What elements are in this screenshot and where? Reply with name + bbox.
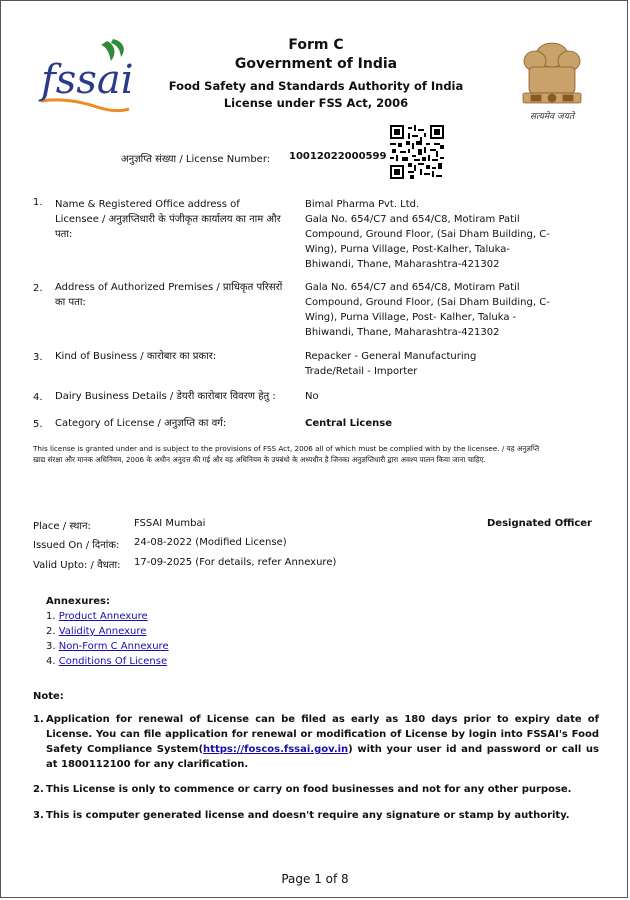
item-value-dairy: No	[305, 391, 319, 402]
place-label: Place / स्थान:	[33, 521, 91, 532]
item-label-business: Kind of Business / कारोबार का प्रकार:	[55, 351, 217, 362]
item-value-category: Central License	[305, 418, 392, 429]
validity-annexure-link[interactable]: Validity Annexure	[58, 626, 147, 637]
form-title: Form C	[288, 37, 344, 53]
annexure-number: 3.	[46, 641, 56, 652]
note-title: Note:	[33, 691, 64, 702]
national-emblem-icon	[509, 35, 595, 123]
annexures-title: Annexures:	[46, 596, 110, 607]
item-number: 1.	[33, 197, 43, 208]
annexure-number: 2.	[46, 626, 56, 637]
valid-value: 17-09-2025 (For details, refer Annexure)	[134, 557, 337, 568]
annexure-item	[46, 626, 146, 637]
item-label-premises: Address of Authorized Premises / प्राधिकृत परिसरों का पता:	[55, 282, 283, 308]
note-text	[46, 712, 599, 772]
annexure-number: 1.	[46, 611, 56, 622]
fssai-logo-text: fssai	[41, 57, 133, 103]
license-disclaimer: This license is granted under and is subject to the provisions of FSS Act, 2006 all of which must be complied with by the licensee. / यह अनुज्ञप्ति खाद्य संरक्षा और मानक अधिनियम, 2006 के अधीन अनुदत्त की गई और यह अधिनियम के उपबंधो के अध्यधीन है जिनका अनुज्ञप्तिधारी द्वारा अवश्य पालन किया जाना चाहिए.	[33, 444, 540, 464]
license-number-label: अनुज्ञप्ति संख्या / License Number:	[121, 154, 271, 165]
item-number: 5.	[33, 419, 43, 430]
item-label-dairy: Dairy Business Details / डेयरी कारोबार विवरण हेतु :	[55, 391, 276, 402]
item-value-licensee: Bimal Pharma Pvt. Ltd. Gala No. 654/C7 and 654/C8, Motiram Patil Compound, Ground Floor, (Sai Dham Building, C-Wing), Purna Village, Post-Kalher, Taluka-Bhiwandi, Thane, Maharashtra-421302	[305, 199, 550, 270]
annexure-item	[46, 656, 167, 667]
item-label-licensee: Name & Registered Office address of Licensee / अनुज्ञप्तिधारी के पंजीकृत कार्यालय का नाम और पता:	[55, 199, 281, 240]
government-title: Government of India	[234, 56, 398, 72]
item-value-business: Repacker - General Manufacturing Trade/Retail - Importer	[305, 351, 477, 377]
note-item-1	[33, 712, 599, 772]
note-number: 1.	[33, 714, 44, 725]
emblem-caption: सत्यमेव जयते	[529, 112, 575, 122]
item-number: 2.	[33, 283, 43, 294]
item-value-premises: Gala No. 654/C7 and 654/C8, Motiram Patil Compound, Ground Floor, (Sai Dham Building, C-Wing), Purna Village, Post- Kalher, Taluka - Bhiwandi, Thane, Maharashtra-421302	[305, 282, 550, 338]
item-number: 3.	[33, 352, 43, 363]
item-label-category: Category of License / अनुज्ञप्ति का वर्ग:	[55, 418, 227, 429]
note-number: 3.	[33, 810, 44, 821]
page-indicator: Page 1 of 8	[281, 872, 349, 886]
note-number: 2.	[33, 784, 44, 795]
annexure-item	[46, 611, 148, 622]
valid-label: Valid Upto: / वैधता:	[33, 560, 121, 571]
note-item-2	[33, 782, 599, 797]
note-text-part: Application for renewal of License can be filed as early as 180 days prior to expiry date of License. You can file application for renewal or modification of License by login into FSSAI's Food Safety Compliance System(	[46, 714, 599, 755]
product-annexure-link[interactable]: Product Annexure	[58, 611, 148, 622]
fssai-logo	[37, 35, 133, 123]
non-form-c-annexure-link[interactable]: Non-Form C Annexure	[58, 641, 169, 652]
designated-officer: Designated Officer	[487, 518, 592, 529]
issued-label: Issued On / दिनांक:	[33, 540, 120, 551]
qr-code-icon	[390, 125, 444, 179]
item-number: 4.	[33, 392, 43, 403]
note-text: This License is only to commence or carry on food businesses and not for any other purpose.	[46, 784, 572, 795]
note-text: This is computer generated license and doesn't require any signature or stamp by authority.	[46, 810, 570, 821]
annexure-number: 4.	[46, 656, 56, 667]
issued-value: 24-08-2022 (Modified License)	[134, 537, 287, 548]
license-number-value: 10012022000599	[289, 151, 387, 162]
place-value: FSSAI Mumbai	[134, 518, 206, 529]
act-title: License under FSS Act, 2006	[223, 96, 409, 110]
note-item-3	[33, 808, 599, 823]
note-text-part: ) with your user id and password or call us at 1800112100 for any clarification.	[46, 744, 600, 770]
foscos-link[interactable]: https://foscos.fssai.gov.in	[203, 744, 349, 755]
annexure-item	[46, 641, 169, 652]
authority-title: Food Safety and Standards Authority of India	[168, 79, 464, 93]
conditions-of-license-link[interactable]: Conditions Of License	[58, 656, 168, 667]
